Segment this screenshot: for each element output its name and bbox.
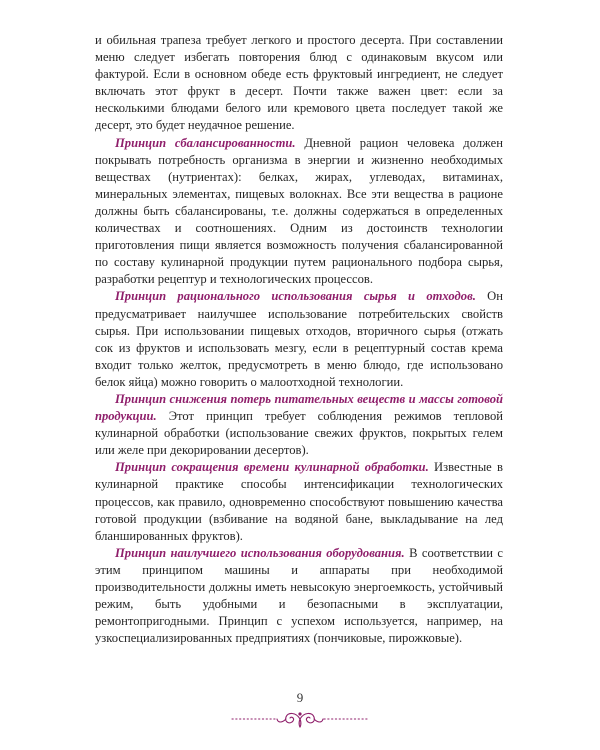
principle-paragraph	[95, 391, 503, 459]
principle-paragraph	[95, 288, 503, 391]
swirl-ornament-icon	[230, 708, 370, 730]
principle-paragraph	[95, 545, 503, 648]
principle-paragraph	[95, 135, 503, 289]
intro-paragraph: и обильная трапеза требует легкого и простого десерта. При составлении меню следует избегать повторения блюд с одинаковым вкусом или фактурой. Если в основном обеде есть фруктовый ингредиент, не следует включать этот фрукт в десерт. Почти также важен цвет: если за несколькими блюдами белого или кремового цвета последует такой же десерт, это будет неудачное решение.	[95, 33, 503, 133]
principle-title: Принцип сокращения времени кулинарной обработки.	[115, 460, 429, 475]
principle-text: Этот принцип требует соблюдения режимов тепловой кулинарной обработки (использование свежих фруктов, покрытых гелем или желе при декорировании десертов).	[95, 409, 503, 458]
principle-text: Он предусматривает наилучшее использование потребительских свойств сырья. При использовании пищевых отходов, вторичного сырья (отжать сок из фруктов и использовать мезгу, если в рецептурный состав крема входит только желток, предусмотреть в меню блюдо, где использовано белок яйца) можно говорить о малоотходной технологии.	[95, 289, 504, 389]
principle-text: В соответствии с этим принципом машины и аппараты при необходимой производительности должны иметь невысокую энергоемкость, устойчивый режим, быть удобными и безопасными в эксплуатации, ремонтопригодными. Принцип с успехом используется, например, на узкоспециализированных предприятиях (пончиковые, пирожковые).	[95, 545, 503, 646]
principle-title: Принцип рационального использования сырья и отходов.	[115, 289, 476, 304]
body-text	[95, 32, 503, 647]
principle-text: Известные в кулинарной практике способы интенсификации технологических процессов, как правило, одновременно способствуют повышению качества готовой продукции (взбивание на водяной бане, выкладывание на лед бланшированных фруктов).	[95, 460, 503, 543]
page-footer	[0, 690, 600, 735]
page-number: 9	[296, 690, 304, 705]
principle-paragraph	[95, 459, 503, 544]
principle-title: Принцип сбалансированности.	[115, 135, 296, 150]
principle-text: Дневной рацион человека должен покрывать потребность организма в энергии и жизненно необходимых веществах (нутриентах): белках, жирах, углеводах, витаминах, минеральных элементах, пищевых волокнах. Все эти вещества в рационе должны быть сбалансированы, т.е. должны содержаться в определенных количествах и соотношениях. Одним из достоинств технологии приготовления пищи является возможность получения сбалансированной по составу кулинарной продукции путем рационального подбора сырья, разработки рецептур и технологических процессов.	[95, 135, 503, 287]
principle-title: Принцип наилучшего использования оборудования.	[115, 545, 405, 560]
principle-title: Принцип снижения потерь питательных веществ и массы готовой продукции.	[95, 391, 503, 424]
